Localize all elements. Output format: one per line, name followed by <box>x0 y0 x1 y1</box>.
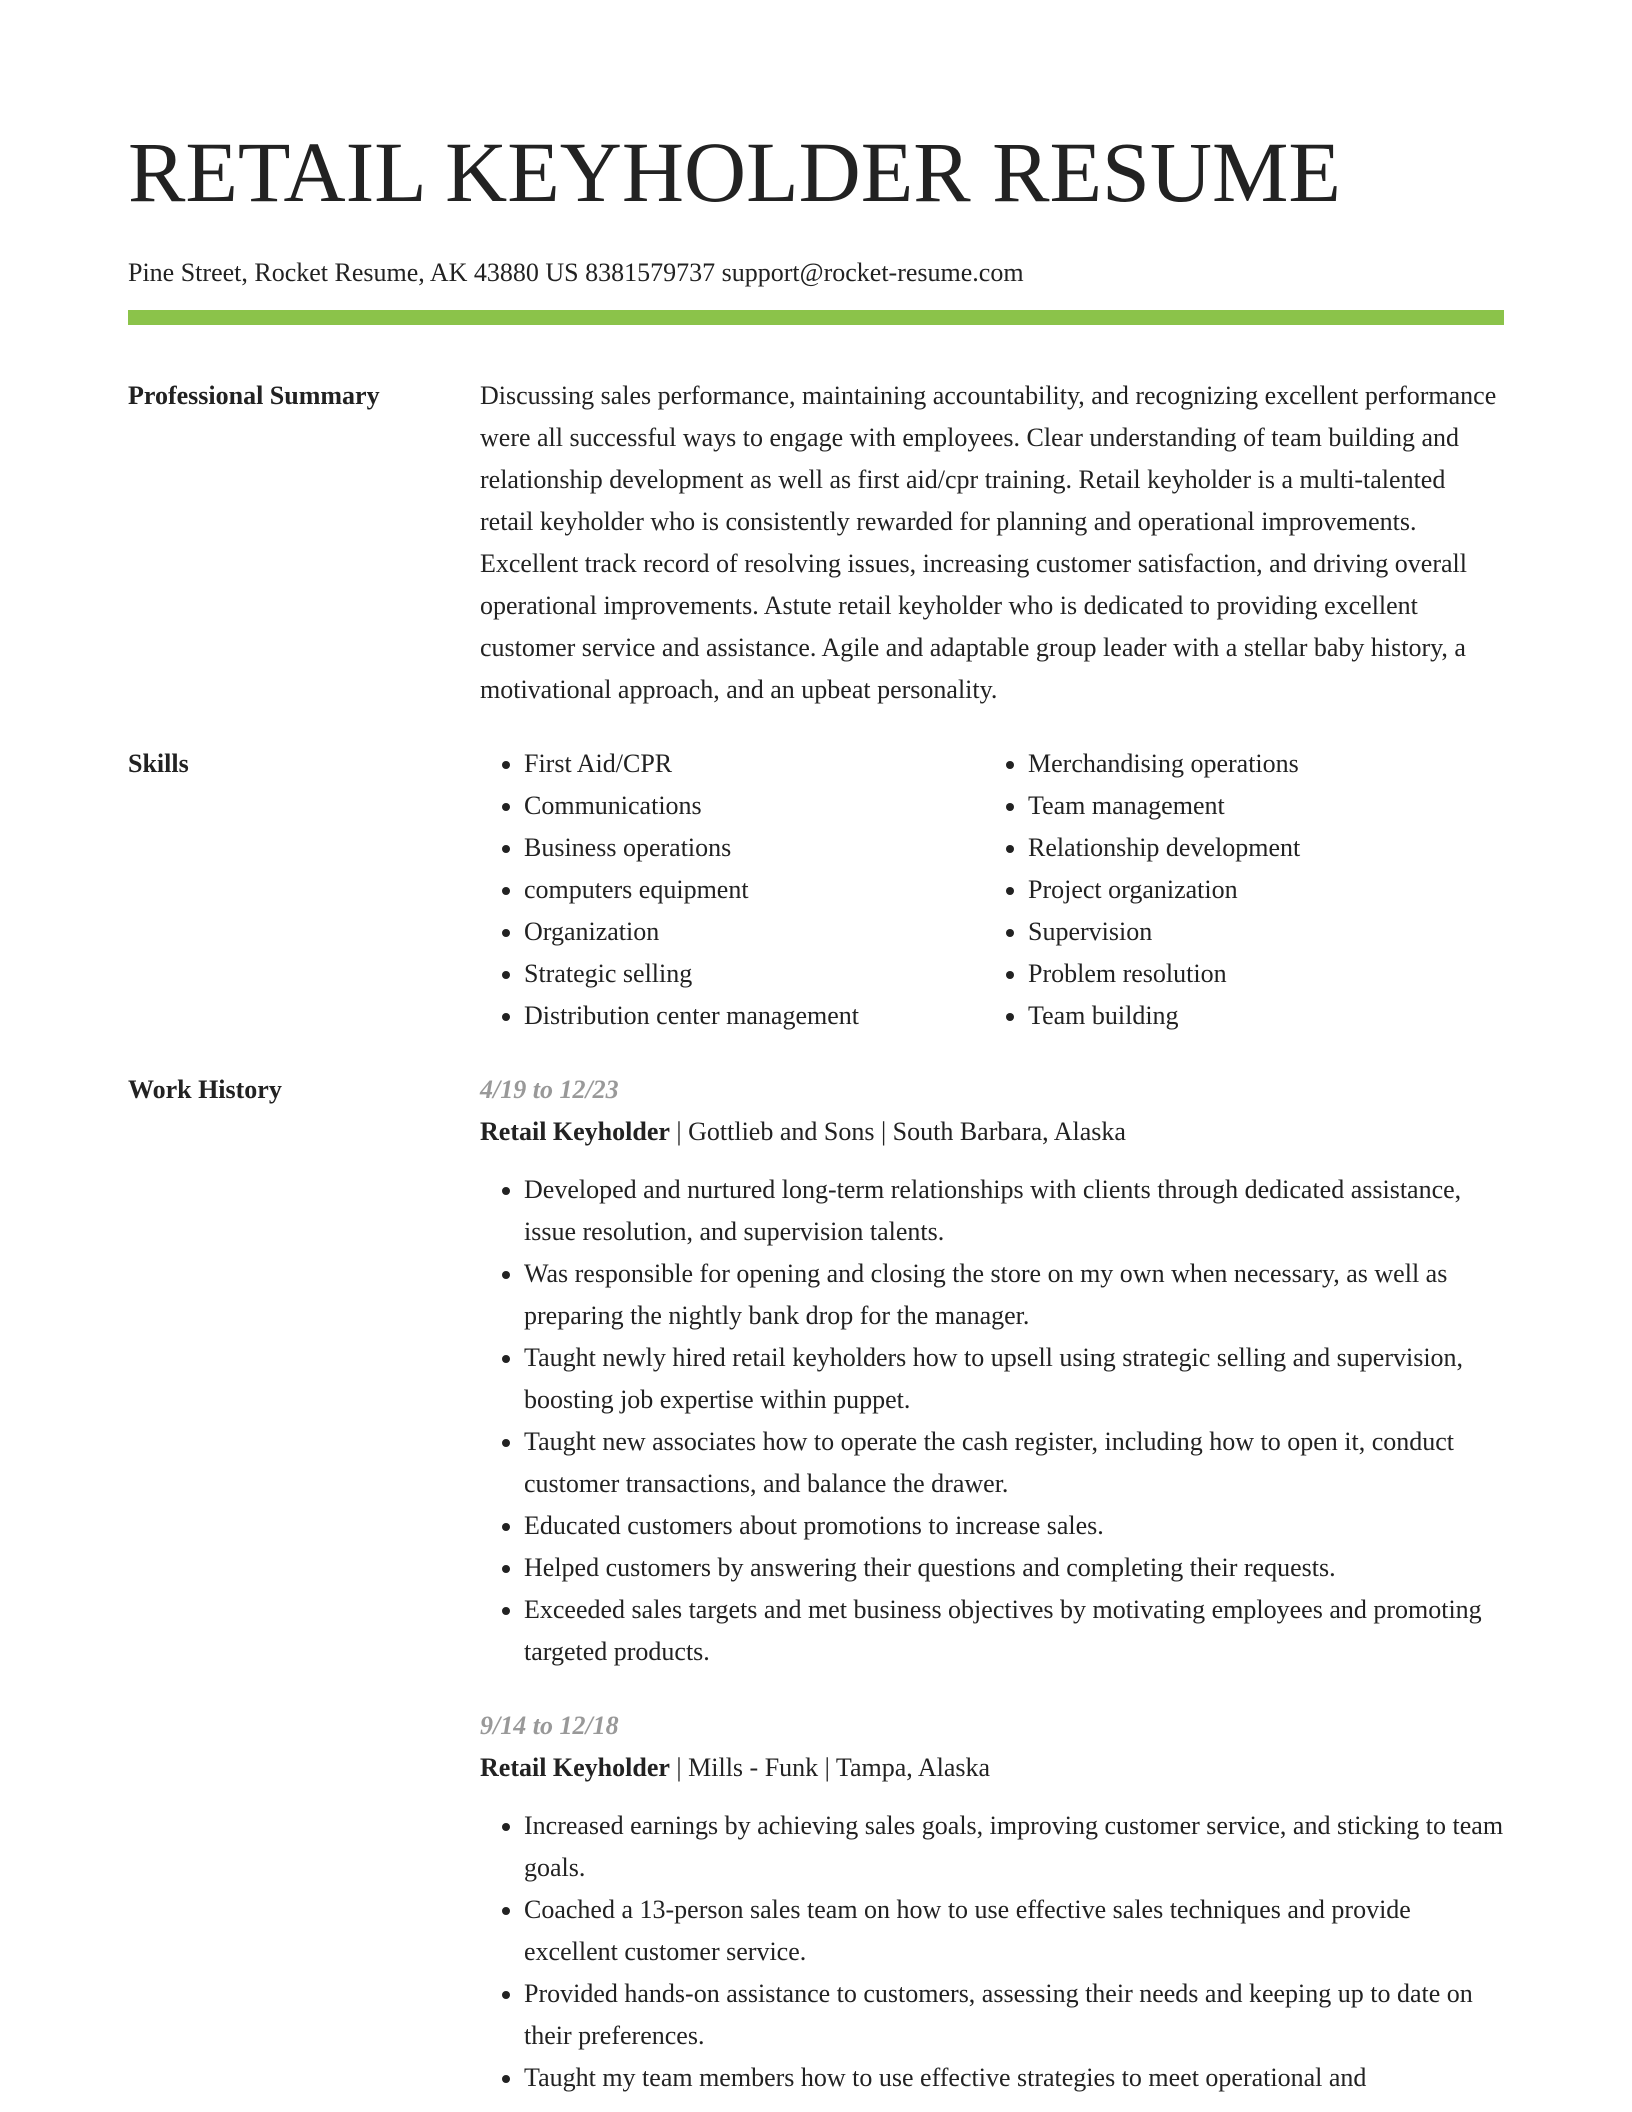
job-bullet: • Coached a 13-person sales team on how to use effective sales techniques and provide excellent customer service. <box>524 1889 1504 1973</box>
skill-item: • Strategic selling <box>524 953 984 995</box>
skill-item: • Problem resolution <box>1028 953 1504 995</box>
skills-columns <box>480 743 1504 1037</box>
skill-item: • First Aid/CPR <box>524 743 984 785</box>
work-history-body <box>480 1069 1504 2099</box>
job-heading <box>480 1111 1504 1153</box>
job-bullet: • Taught my team members how to use effective strategies to meet operational and <box>524 2057 1504 2099</box>
skill-item: • Distribution center management <box>524 995 984 1037</box>
skill-item: • Team building <box>1028 995 1504 1037</box>
contact-phone: 8381579737 <box>585 258 716 287</box>
skill-item: • Business operations <box>524 827 984 869</box>
job-bullet: • Educated customers about promotions to increase sales. <box>524 1505 1504 1547</box>
resume-page <box>128 0 1504 2099</box>
accent-divider <box>128 310 1504 325</box>
skills-list-right <box>984 743 1504 1037</box>
job-details: | Mills - Funk | Tampa, Alaska <box>669 1753 991 1782</box>
contact-email: support@rocket-resume.com <box>721 258 1024 287</box>
job-bullet: • Exceeded sales targets and met business objectives by motivating employees and promoting targeted products. <box>524 1589 1504 1673</box>
skills-list-left <box>480 743 984 1037</box>
job-title: Retail Keyholder <box>480 1753 670 1782</box>
contact-line <box>128 256 1504 290</box>
skill-item: • Merchandising operations <box>1028 743 1504 785</box>
skills-section <box>128 743 1504 1037</box>
job-bullet: • Helped customers by answering their questions and completing their requests. <box>524 1547 1504 1589</box>
skill-item: • Project organization <box>1028 869 1504 911</box>
job-bullet: • Increased earnings by achieving sales goals, improving customer service, and sticking to team goals. <box>524 1805 1504 1889</box>
job-details: | Gottlieb and Sons | South Barbara, Alaska <box>669 1117 1126 1146</box>
work-history-heading: Work History <box>128 1075 282 1104</box>
job-bullet: • Taught newly hired retail keyholders how to upsell using strategic selling and supervision, boosting job expertise within puppet. <box>524 1337 1504 1421</box>
skill-item: • computers equipment <box>524 869 984 911</box>
job-dates: 4/19 to 12/23 <box>480 1075 619 1104</box>
job-bullet: • Developed and nurtured long-term relationships with clients through dedicated assistance, issue resolution, and supervision talents. <box>524 1169 1504 1253</box>
skill-item: • Organization <box>524 911 984 953</box>
job-entry <box>480 1705 1504 2099</box>
skill-item: • Communications <box>524 785 984 827</box>
job-bullet: • Provided hands-on assistance to customers, assessing their needs and keeping up to date on their preferences. <box>524 1973 1504 2057</box>
contact-address: Pine Street, Rocket Resume, AK 43880 US <box>128 258 579 287</box>
skill-item: • Team management <box>1028 785 1504 827</box>
work-history-section <box>128 1069 1504 2099</box>
job-bullets <box>480 1169 1504 1673</box>
summary-text: Discussing sales performance, maintaining accountability, and recognizing excellent performance were all successful ways to engage with employees. Clear understanding of team building and relationship development as well as first aid/cpr training. Retail keyholder is a multi-talented retail keyholder who is consistently rewarded for planning and operational improvements. Excellent track record of resolving issues, increasing customer satisfaction, and driving overall operational improvements. Astute retail keyholder who is dedicated to providing excellent customer service and assistance. Agile and adaptable group leader with a stellar baby history, a motivational approach, and an upbeat personality. <box>480 381 1497 704</box>
job-title: Retail Keyholder <box>480 1117 670 1146</box>
skills-heading: Skills <box>128 749 189 778</box>
job-entry <box>480 1069 1504 1673</box>
skill-item: • Relationship development <box>1028 827 1504 869</box>
resume-title: RETAIL KEYHOLDER RESUME <box>128 124 1341 220</box>
job-bullets <box>480 1805 1504 2099</box>
summary-heading: Professional Summary <box>128 381 380 410</box>
job-bullet: • Taught new associates how to operate the cash register, including how to open it, conduct customer transactions, and balance the drawer. <box>524 1421 1504 1505</box>
skill-item: • Supervision <box>1028 911 1504 953</box>
summary-section <box>128 375 1504 711</box>
job-dates: 9/14 to 12/18 <box>480 1711 619 1740</box>
job-bullet: • Was responsible for opening and closing the store on my own when necessary, as well as preparing the nightly bank drop for the manager. <box>524 1253 1504 1337</box>
skills-body <box>480 743 1504 1037</box>
job-heading <box>480 1747 1504 1789</box>
